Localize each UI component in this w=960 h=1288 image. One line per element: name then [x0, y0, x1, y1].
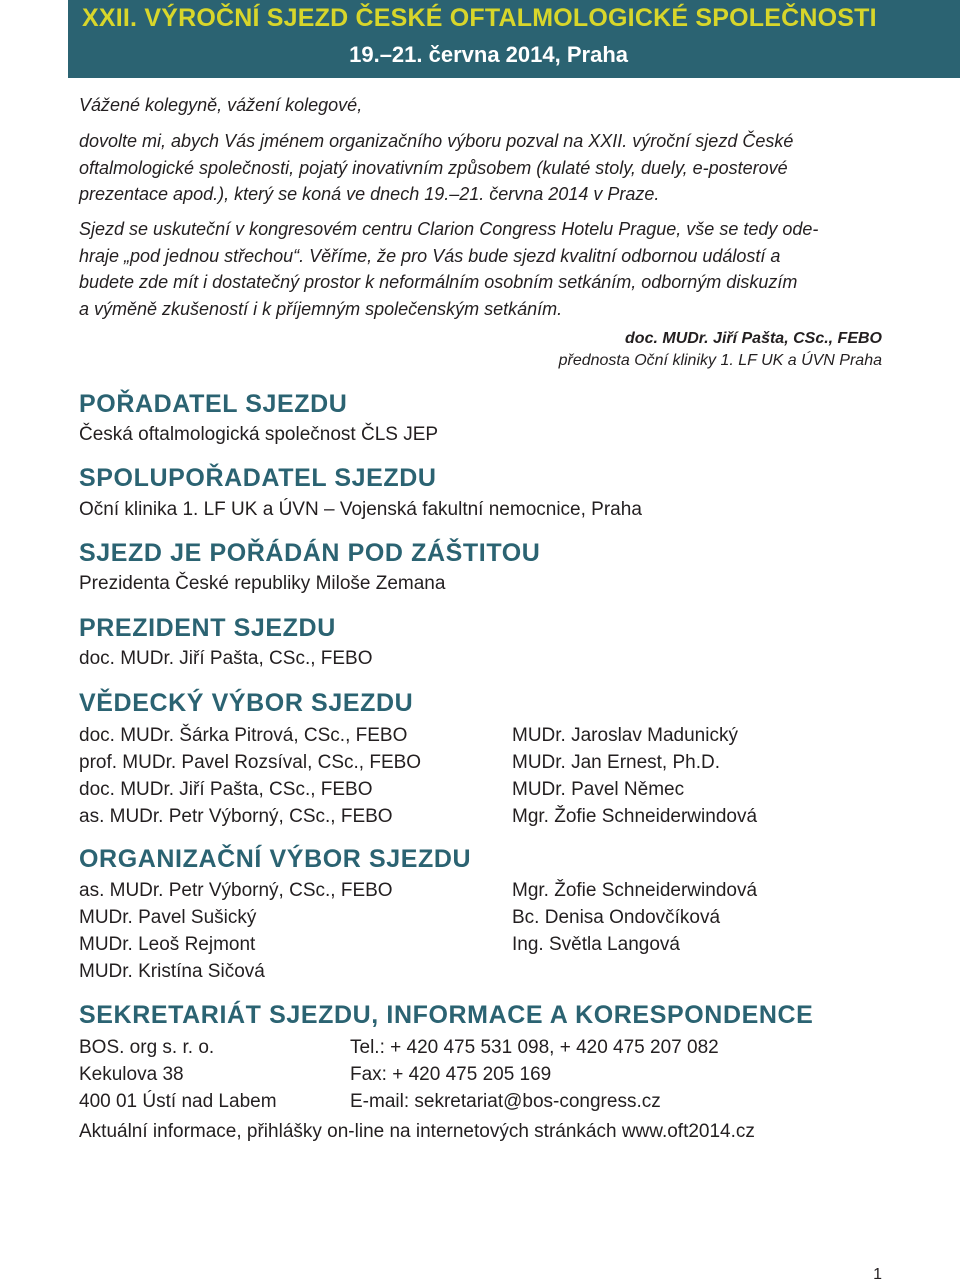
committee-member: Mgr. Žofie Schneiderwindová: [512, 880, 758, 901]
contact-email: E-mail: sekretariat@bos-congress.cz: [350, 1091, 661, 1112]
heading-vedecky-vybor: VĚDECKÝ VÝBOR SJEZDU: [79, 689, 414, 717]
committee-member: MUDr. Jaroslav Madunický: [512, 725, 738, 746]
contact-phone: Tel.: + 420 475 531 098, + 420 475 207 082: [350, 1037, 719, 1058]
intro-line: Sjezd se uskuteční v kongresovém centru Clarion Congress Hotelu Prague, vše se tedy ode-: [79, 219, 819, 239]
vedecky-left-list: [79, 722, 421, 830]
signature-name: doc. MUDr. Jiří Pašta, CSc.: [625, 330, 829, 347]
sekretariat-address: [79, 1034, 277, 1115]
committee-member: doc. MUDr. Šárka Pitrová, CSc., FEBO: [79, 725, 408, 746]
address-line: 400 01 Ústí nad Labem: [79, 1091, 277, 1112]
intro-line: prezentace apod.), který se koná ve dnech 19.–21. června 2014 v Praze.: [79, 184, 660, 204]
intro-paragraph-1: [79, 128, 899, 208]
committee-member: Mgr. Žofie Schneiderwindová: [512, 806, 758, 827]
signature: [559, 328, 882, 372]
committee-member: MUDr. Jan Ernest, Ph.D.: [512, 752, 721, 773]
intro-line: oftalmologické společnosti, pojatý inovativním způsobem (kulaté stoly, duely, e-posterové: [79, 157, 788, 178]
intro-line: budete zde mít i dostatečný prostor k neformálním osobním setkáním, odborným diskuzím: [79, 272, 798, 292]
committee-member: MUDr. Pavel Němec: [512, 779, 685, 800]
organizacni-left-list: [79, 877, 393, 985]
congress-title: XXII. VÝROČNÍ SJEZD ČESKÉ OFTALMOLOGICKÉ SPOLEČNOSTI: [82, 4, 877, 32]
spoluporadatel-text: Oční klinika 1. LF UK a ÚVN – Vojenská fakultní nemocnice, Praha: [79, 499, 642, 520]
info-footer: Aktuální informace, přihlášky on-line na internetových stránkách www.oft2014.cz: [79, 1121, 755, 1142]
address-line: Kekulova 38: [79, 1064, 184, 1085]
address-line: BOS. org s. r. o.: [79, 1037, 215, 1058]
organizacni-right-list: [512, 877, 757, 958]
intro-line: a výměně zkušeností i k příjemným společenským setkáním.: [79, 298, 563, 319]
heading-zastita: SJEZD JE POŘÁDÁN POD ZÁŠTITOU: [79, 539, 541, 567]
committee-member: MUDr. Leoš Rejmont: [79, 934, 256, 955]
zastita-text: Prezidenta České republiky Miloše Zemana: [79, 573, 446, 594]
greeting: [79, 92, 899, 119]
intro-paragraph-2: [79, 216, 899, 322]
signature-name-suffix: , FEBO: [828, 330, 882, 347]
intro-line: dovolte mi, abych Vás jménem organizačního výboru pozval na XXII. výroční sjezd České: [79, 131, 794, 151]
committee-member: prof. MUDr. Pavel Rozsíval, CSc., FEBO: [79, 752, 422, 773]
poradatel-text: Česká oftalmologická společnost ČLS JEP: [79, 424, 439, 445]
committee-member: MUDr. Kristína Sičová: [79, 961, 265, 982]
committee-member: Ing. Světla Langová: [512, 934, 680, 955]
heading-organizacni-vybor: ORGANIZAČNÍ VÝBOR SJEZDU: [79, 845, 472, 873]
heading-spoluporadatel: SPOLUPOŘADATEL SJEZDU: [79, 464, 437, 492]
vedecky-right-list: [512, 722, 757, 830]
committee-member: Bc. Denisa Ondovčíková: [512, 907, 721, 928]
committee-member: MUDr. Pavel Sušický: [79, 907, 257, 928]
greeting-line: Vážené kolegyně, vážení kolegové,: [79, 95, 363, 115]
sekretariat-contacts: [350, 1034, 719, 1115]
prezident-text: doc. MUDr. Jiří Pašta, CSc., FEBO: [79, 648, 373, 669]
intro-line: hraje „pod jednou střechou“. Věříme, že pro Vás bude sjezd kvalitní odbornou událostí a: [79, 245, 781, 266]
contact-fax: Fax: + 420 475 205 169: [350, 1064, 552, 1085]
committee-member: as. MUDr. Petr Výborný, CSc., FEBO: [79, 880, 393, 901]
page-number: 1: [873, 1266, 882, 1283]
committee-member: doc. MUDr. Jiří Pašta, CSc., FEBO: [79, 779, 373, 800]
heading-poradatel: POŘADATEL SJEZDU: [79, 390, 348, 418]
heading-prezident: PREZIDENT SJEZDU: [79, 614, 336, 642]
signature-role: přednosta Oční kliniky 1. LF UK a ÚVN Praha: [558, 352, 882, 369]
heading-sekretariat: SEKRETARIÁT SJEZDU, INFORMACE A KORESPONDENCE: [79, 1001, 814, 1029]
committee-member: as. MUDr. Petr Výborný, CSc., FEBO: [79, 806, 393, 827]
congress-date: 19.–21. června 2014, Praha: [349, 42, 628, 67]
header-banner: [68, 0, 960, 78]
